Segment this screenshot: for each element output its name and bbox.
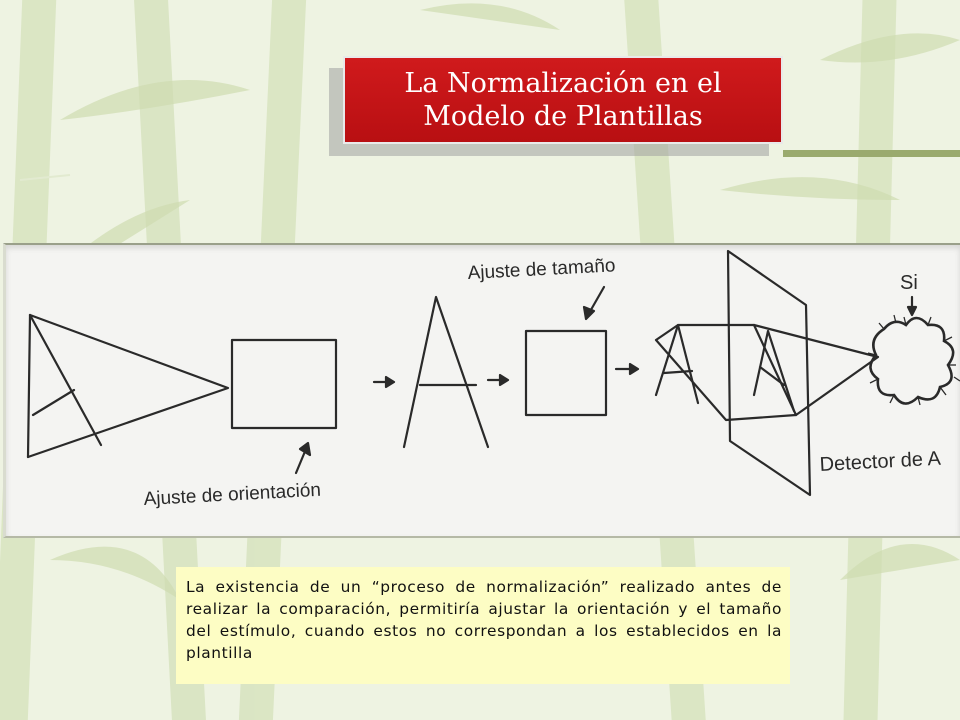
title-line-1: La Normalización en el	[404, 68, 722, 99]
upright-letter-a	[404, 297, 488, 447]
label-detector: Detector de A	[819, 447, 942, 476]
normalization-diagram	[6, 245, 960, 536]
diagram-panel	[3, 243, 960, 538]
title-line-2: Modelo de Plantillas	[423, 101, 703, 132]
orientation-box	[232, 340, 336, 428]
projection-triangle	[28, 315, 228, 457]
size-box	[526, 331, 606, 415]
explanation-text: La existencia de un “proceso de normalización” realizado antes de realizar la comparación, permitiría ajustar la orientación y el tamaño del estímulo, cuando estos no correspondan a los establecidos en la plantilla	[186, 578, 782, 662]
title-box	[343, 56, 783, 144]
label-yes: Si	[900, 272, 918, 294]
detector-cone	[754, 325, 878, 415]
explanation-box	[176, 567, 790, 684]
label-size-adjustment: Ajuste de tamaño	[467, 255, 616, 284]
title-divider	[783, 150, 960, 157]
detector-cell	[870, 318, 953, 404]
label-orientation-adjustment: Ajuste de orientación	[143, 479, 322, 510]
